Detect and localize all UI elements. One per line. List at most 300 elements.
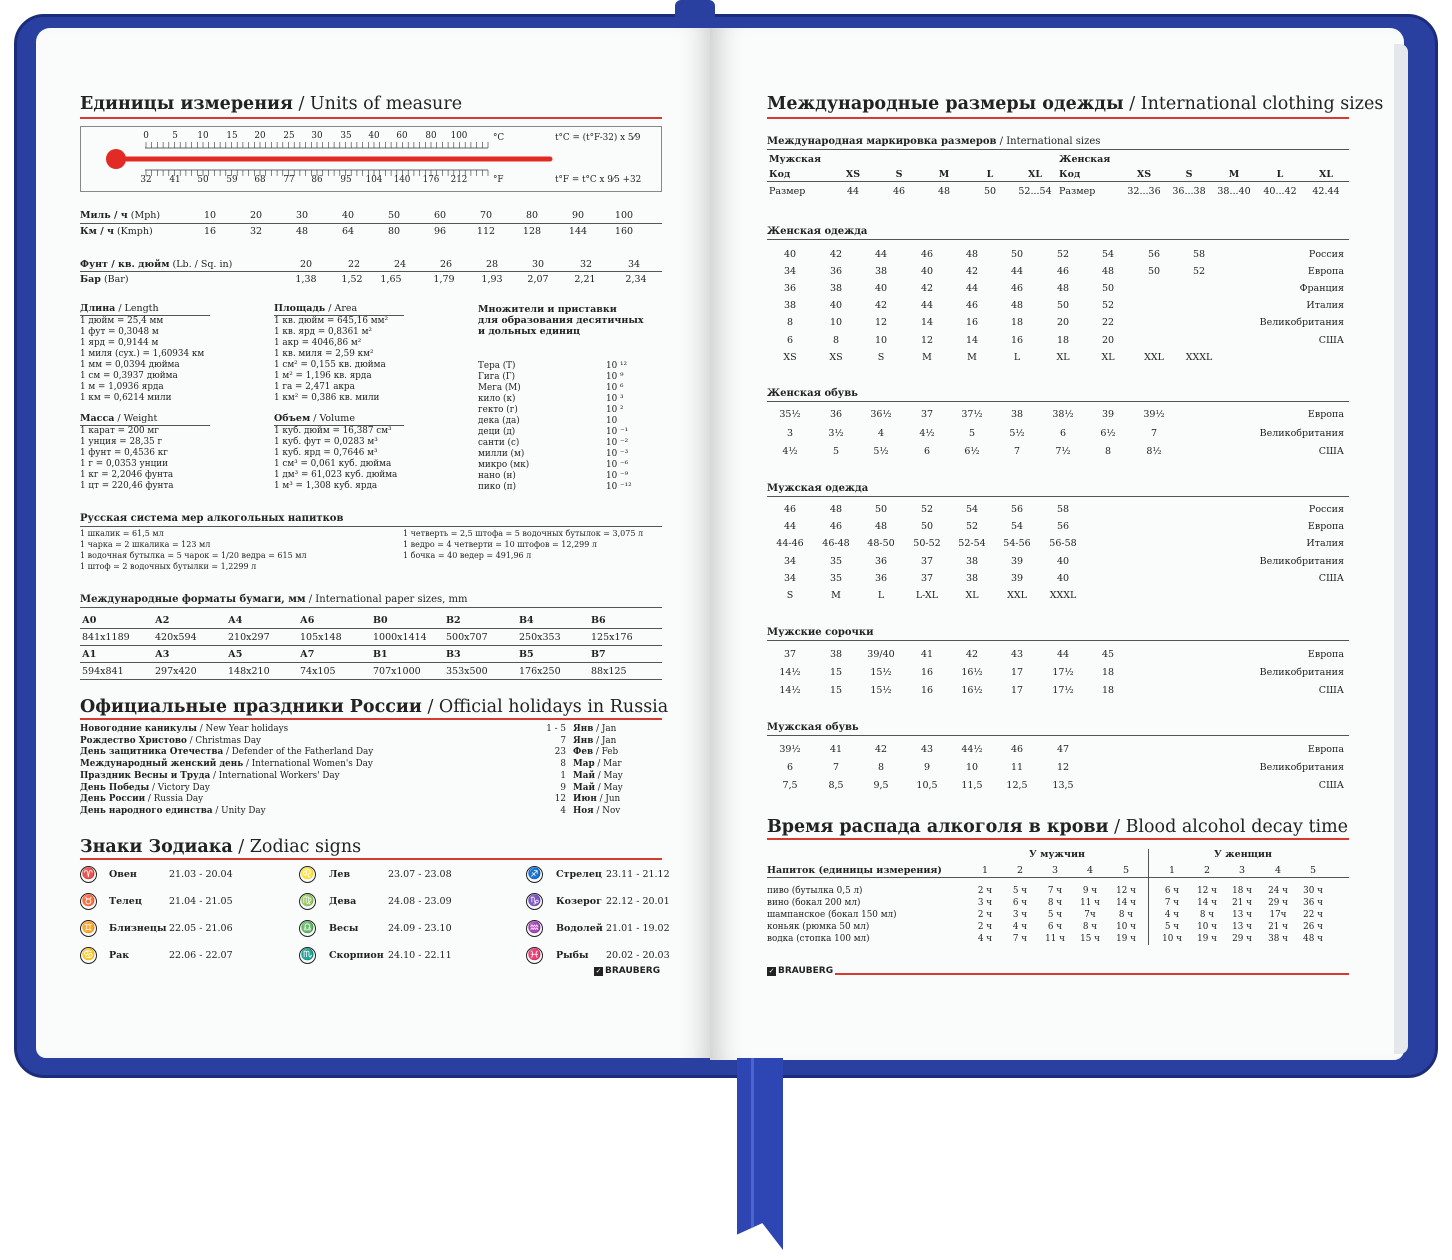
size-value: 8 — [1104, 446, 1112, 457]
prefix-name: пико (п) — [478, 482, 517, 492]
country-label: Италия — [1306, 538, 1344, 550]
size-value: 52 — [1101, 300, 1115, 312]
column-number: 3 — [1051, 865, 1059, 876]
women-hours: 29 ч — [1268, 898, 1288, 908]
size-value: 40 — [783, 249, 797, 260]
size-value: 8 — [786, 317, 794, 329]
size-value: 16 — [1010, 334, 1024, 346]
size-value: 4½ — [919, 427, 935, 439]
celsius-unit: °C — [493, 133, 505, 143]
holiday-month — [573, 771, 623, 782]
size-value: 16 — [920, 667, 934, 678]
zodiac-dates: 21.03 - 20.04 — [169, 869, 233, 880]
size-value: 6½ — [1100, 427, 1116, 439]
celsius-tick-label: 60 — [396, 131, 408, 141]
size-value: 10 — [874, 334, 888, 346]
size-value: 39/40 — [867, 649, 895, 660]
red-rule — [767, 117, 1349, 119]
country-label: Европа — [1307, 649, 1344, 660]
zodiac-2-icon: ♉ — [80, 893, 97, 910]
country-label: Россия — [1308, 504, 1344, 515]
zodiac-name: Весы — [329, 923, 359, 934]
alcohol-title-en: / Blood alcohol decay time — [1108, 817, 1349, 837]
month-en: / Jun — [596, 794, 621, 805]
holiday-day: 1 — [560, 770, 566, 781]
celsius-tick-label: 0 — [143, 131, 149, 141]
size-value: 35½ — [779, 409, 801, 420]
size-value: 36 — [783, 283, 797, 295]
women-hours: 13 ч — [1232, 910, 1252, 920]
holiday-row — [80, 736, 261, 747]
size-value: 44-46 — [776, 538, 804, 550]
area-item: 1 см² = 0,155 кв. дюйма — [274, 360, 386, 370]
mass-item: 1 г = 0,0353 унции — [80, 459, 168, 469]
size-value: L — [877, 590, 885, 601]
prefix-value: 10 ³ — [606, 394, 624, 404]
size-value: 56 — [1147, 249, 1161, 260]
area-item: 1 кв. ярд = 0,8361 м² — [274, 327, 372, 337]
size-value: 7 — [832, 762, 840, 773]
bar-value: 1,38 — [295, 274, 317, 285]
size-value: 5 — [968, 427, 976, 439]
mph-label-en: (Mph) — [127, 210, 161, 221]
men-hours: 2 ч — [977, 922, 993, 932]
volume-item: 1 куб. дюйм = 16,387 см³ — [274, 426, 392, 436]
month-en: / Jan — [593, 735, 617, 746]
psi-label-ru: Фунт / кв. дюйм — [80, 259, 170, 270]
paper-format-size: 420x594 — [155, 632, 197, 643]
size-value: 34 — [783, 266, 797, 278]
zodiac-dates: 22.06 - 22.07 — [169, 950, 233, 961]
celsius-tick-label: 20 — [254, 131, 266, 141]
women-size: 32...36 — [1127, 186, 1161, 197]
prefix-value: 10 ⁻⁶ — [606, 460, 629, 470]
holiday-name-en: / International Women's Day — [243, 759, 373, 770]
paper-format-name: В3 — [446, 649, 461, 660]
women-size: 38...40 — [1217, 186, 1251, 197]
women-hours: 36 ч — [1303, 898, 1323, 908]
size-value: 43 — [1010, 649, 1024, 660]
mph-value: 60 — [433, 210, 447, 221]
men-hours: 8 ч — [1082, 922, 1098, 932]
paper-format-name: В6 — [591, 615, 606, 626]
paper-format-size: 500x707 — [446, 632, 488, 643]
size-value: 41 — [920, 649, 934, 660]
formula-fahrenheit: t°F = t°C x 9⁄5 +32 — [555, 175, 642, 185]
size-value: 18 — [1056, 334, 1070, 346]
size-value: 47 — [1056, 744, 1070, 755]
zodiac-1-icon: ♈ — [80, 866, 97, 883]
kmh-value: 96 — [433, 226, 447, 237]
paper-format-size: 250x353 — [519, 632, 561, 643]
zodiac-4-icon: ♋ — [80, 947, 97, 964]
prefix-value: 10 ⁶ — [606, 383, 624, 393]
prefix-value: 10 ² — [606, 405, 624, 415]
measure-item: 1 штоф = 2 водочных бутылки = 1,2299 л — [80, 562, 257, 571]
drink-name: вино (бокал 200 мл) — [767, 898, 861, 908]
size-value: 7 — [1150, 427, 1158, 439]
size-value: 12 — [1056, 762, 1070, 773]
paper-format-size: 707x1000 — [373, 666, 421, 677]
paper-format-name: В4 — [519, 615, 534, 626]
zodiac-title-ru: Знаки Зодиака — [80, 837, 233, 857]
women-size: 36...38 — [1172, 186, 1206, 197]
fahrenheit-tick-label: 41 — [169, 175, 181, 185]
column-number: 3 — [1238, 865, 1246, 876]
mph-value: 80 — [525, 210, 539, 221]
holiday-day: 7 — [560, 735, 566, 746]
zodiac-12-icon: ♓ — [526, 947, 543, 964]
units-title-en: / Units of measure — [292, 94, 463, 114]
holiday-month — [573, 806, 620, 817]
size-value: 40 — [1056, 555, 1070, 567]
men-hours: 11 ч — [1080, 898, 1100, 908]
prefixes-title: для образования десятичных — [478, 315, 644, 326]
holiday-day: 1 - 5 — [546, 724, 566, 734]
women-hours: 29 ч — [1232, 934, 1252, 944]
holiday-name-en: / Defender of the Fatherland Day — [223, 747, 374, 758]
men-hours: 3 ч — [1012, 910, 1028, 920]
psi-value: 34 — [627, 259, 641, 270]
red-rule — [80, 117, 662, 119]
volume-item: 1 дм³ = 61,023 куб. дюйма — [274, 470, 398, 480]
men-hours: 4 ч — [1012, 922, 1028, 932]
men-hours: 2 ч — [977, 910, 993, 920]
brand-name: BRAUBERG — [605, 966, 661, 976]
kmh-value: 64 — [341, 226, 355, 237]
mass-item: 1 унция = 28,35 г — [80, 437, 163, 447]
zodiac-dates: 21.04 - 21.05 — [169, 896, 233, 907]
size-value: 52 — [965, 521, 979, 533]
men-hours: 15 ч — [1080, 934, 1100, 944]
bar-label — [80, 274, 129, 285]
size-value: 36½ — [870, 409, 892, 420]
women-hours: 13 ч — [1232, 922, 1252, 932]
column-number: 4 — [1086, 865, 1094, 876]
month-ru: Май — [573, 782, 595, 793]
mph-value: 90 — [571, 210, 585, 221]
country-label: Великобритания — [1259, 555, 1344, 567]
women-hours: 48 ч — [1303, 934, 1323, 944]
area-item: 1 акр = 4046,86 м² — [274, 338, 362, 348]
paper-format-size: 210x297 — [228, 632, 270, 643]
women-hours: 22 ч — [1303, 910, 1323, 920]
fahrenheit-tick-label: 77 — [283, 175, 295, 185]
measure-item: 1 четверть = 2,5 штофа = 5 водочных бутылок = 3,075 л — [403, 529, 644, 538]
paper-format-size: 297x420 — [155, 666, 197, 677]
size-value: 34 — [783, 555, 797, 567]
size-value: 7,5 — [782, 780, 798, 791]
size-value: 14 — [965, 334, 979, 346]
holiday-day: 8 — [560, 759, 566, 770]
size-value: 50-52 — [913, 538, 941, 550]
zodiac-8-icon: ♏ — [299, 947, 316, 964]
size-value: 39½ — [779, 744, 801, 755]
size-value: 48 — [965, 249, 979, 260]
paper-title-ru: Международные форматы бумаги, мм — [80, 594, 306, 605]
month-en: / May — [594, 770, 623, 781]
prefix-value: 10 ¹² — [606, 361, 628, 371]
paper-format-name: А5 — [228, 649, 243, 660]
men-hours: 4 ч — [977, 934, 993, 944]
paper-format-name: А4 — [228, 615, 243, 626]
holiday-row — [80, 806, 266, 817]
zodiac-name: Близнецы — [109, 923, 167, 934]
size-value: 12 — [920, 334, 934, 346]
bar-value: 1,65 — [380, 274, 402, 285]
women-hours: 7 ч — [1164, 898, 1180, 908]
intl-title-ru: Международная маркировка размеров — [767, 136, 997, 147]
men-label: Мужская — [769, 154, 822, 165]
length-item: 1 ярд = 0,9144 м — [80, 338, 159, 348]
size-value: 46 — [965, 300, 979, 312]
measure-item: 1 бочка = 40 ведер = 491,96 л — [403, 551, 532, 560]
men-hours: 11 ч — [1045, 934, 1065, 944]
women-hours: 8 ч — [1199, 910, 1215, 920]
size-value: 43 — [920, 744, 934, 755]
size-value: 18 — [1101, 667, 1115, 678]
women-hours: 14 ч — [1197, 898, 1217, 908]
psi-value: 28 — [485, 259, 499, 270]
mph-value: 20 — [249, 210, 263, 221]
size-value: 37 — [783, 649, 797, 660]
holidays-title-ru: Официальные праздники России — [80, 697, 422, 717]
zodiac-name: Дева — [329, 896, 357, 907]
prefix-name: Мега (М) — [478, 383, 521, 393]
men-hours: 5 ч — [1012, 886, 1028, 896]
men-size: 52...54 — [1018, 186, 1052, 197]
women-clothing-title: Женская одежда — [767, 226, 868, 237]
size-value: 15½ — [870, 667, 892, 678]
size-value: 38 — [965, 572, 979, 584]
size-value: 6 — [923, 446, 931, 457]
psi-value: 22 — [347, 259, 361, 270]
size-value: 11,5 — [961, 780, 983, 791]
zodiac-name: Козерог — [556, 896, 602, 907]
rule — [80, 607, 662, 608]
men-hours: 5 ч — [1047, 910, 1063, 920]
celsius-tick-label: 15 — [226, 131, 238, 141]
rule — [767, 877, 1349, 878]
men-hours: 7 ч — [1012, 934, 1028, 944]
drink-name: пиво (бутылка 0,5 л) — [767, 886, 863, 896]
zodiac-name: Телец — [109, 896, 142, 907]
size-value: 7½ — [1055, 446, 1071, 457]
men-hours: 9 ч — [1082, 886, 1098, 896]
prefix-name: Гига (Г) — [478, 372, 516, 382]
size-value: 36 — [829, 409, 843, 420]
holiday-day: 4 — [560, 805, 566, 816]
code-label: Код — [1059, 169, 1081, 180]
bar-value: 1,93 — [481, 274, 503, 285]
drink-name: коньяк (рюмка 50 мл) — [767, 922, 870, 932]
holiday-name-en: / Unity Day — [212, 805, 266, 816]
holiday-day: 12 — [554, 794, 566, 805]
fahrenheit-tick-label: 95 — [340, 175, 352, 185]
paper-format-size: 125x176 — [591, 632, 633, 643]
zodiac-dates: 20.02 - 20.03 — [606, 950, 670, 961]
country-label: Европа — [1307, 521, 1344, 533]
size-value: 42 — [874, 744, 888, 755]
zodiac-name: Рак — [109, 950, 130, 961]
zodiac-dates: 24.10 - 22.11 — [388, 950, 452, 961]
size-value: 10 — [965, 762, 979, 773]
women-hours: 18 ч — [1232, 886, 1252, 896]
country-label: Великобритания — [1259, 427, 1344, 439]
prefix-value: 10 ⁻¹ — [606, 427, 629, 437]
kmh-label-en: (Kmph) — [113, 226, 153, 237]
sizes-title — [767, 94, 1383, 114]
brand-logo-left — [594, 966, 660, 976]
prefix-value: 10 ⁻² — [606, 438, 629, 448]
holiday-row — [80, 747, 373, 758]
alcohol-measures-title: Русская система мер алкогольных напитков — [80, 513, 344, 524]
volume-item: 1 куб. ярд = 0,7646 м³ — [274, 448, 378, 458]
rule — [80, 223, 662, 224]
mass-title-ru: Масса — [80, 413, 115, 424]
men-shoes-title: Мужская обувь — [767, 722, 859, 733]
prefix-value: 10 ⁻⁹ — [606, 471, 629, 481]
size-value: 38 — [829, 283, 843, 295]
holiday-row — [80, 724, 288, 735]
fahrenheit-tick-label: 32 — [140, 175, 152, 185]
column-number: 2 — [1016, 865, 1024, 876]
length-item: 1 м = 1,0936 ярда — [80, 382, 164, 392]
zodiac-name: Рыбы — [556, 950, 589, 961]
size-value: 46 — [783, 504, 797, 515]
zodiac-dates: 22.05 - 21.06 — [169, 923, 233, 934]
prefix-value: 10 ⁹ — [606, 372, 624, 382]
size-value: XXL — [1007, 590, 1027, 601]
zodiac-10-icon: ♑ — [526, 893, 543, 910]
size-value: 40 — [920, 266, 934, 278]
men-hours: 6 ч — [1047, 922, 1063, 932]
zodiac-dates: 23.11 - 21.12 — [606, 869, 670, 880]
size-value: M — [922, 351, 932, 363]
country-label: США — [1318, 572, 1344, 584]
size-value: 15 — [829, 667, 843, 678]
zodiac-dates: 23.07 - 23.08 — [388, 869, 452, 880]
kmh-label-ru: Км / ч — [80, 226, 114, 237]
logo-mark-icon: ✓ — [768, 967, 775, 975]
size-value: 48-50 — [867, 538, 895, 550]
column-number: 4 — [1274, 865, 1282, 876]
celsius-tick-label: 80 — [425, 131, 437, 141]
men-size: 44 — [846, 186, 860, 197]
mph-label-ru: Миль / ч — [80, 210, 128, 221]
holiday-name-en: / Victory Day — [149, 782, 210, 793]
size-value: 54 — [965, 504, 979, 515]
psi-label — [80, 259, 232, 270]
mph-value: 30 — [295, 210, 309, 221]
paper-format-name: А1 — [82, 649, 97, 660]
size-value: 34 — [783, 572, 797, 584]
rule — [80, 662, 662, 663]
holiday-month — [573, 724, 616, 735]
size-value: 39 — [1010, 555, 1024, 567]
size-label: Размер — [1059, 186, 1096, 197]
zodiac-dates: 21.01 - 19.02 — [606, 923, 670, 934]
measure-item: 1 шкалик = 61,5 мл — [80, 529, 164, 538]
women-shoes-title: Женская обувь — [767, 388, 858, 399]
holiday-row — [80, 759, 373, 770]
country-label: Италия — [1306, 300, 1344, 312]
zodiac-name: Скорпион — [329, 950, 384, 961]
holiday-name-en: / New Year holidays — [196, 724, 289, 734]
size-value: 41 — [829, 744, 843, 755]
paper-format-size: 88x125 — [591, 666, 627, 677]
size-value: 42 — [874, 300, 888, 312]
fahrenheit-unit: °F — [493, 175, 504, 185]
paper-format-size: 841x1189 — [82, 632, 130, 643]
length-title-en: / Length — [115, 303, 159, 314]
drink-name: шампанское (бокал 150 мл) — [767, 910, 897, 920]
volume-title — [274, 413, 355, 424]
size-value: 50 — [1101, 283, 1115, 295]
size-value: 39 — [1101, 409, 1115, 420]
zodiac-3-icon: ♊ — [80, 920, 97, 937]
women-hours: 10 ч — [1162, 934, 1182, 944]
size-value: 14½ — [779, 667, 801, 678]
holiday-name: День защитника Отечества — [80, 747, 224, 758]
men-shirts-title: Мужские сорочки — [767, 627, 874, 638]
size-value: 5½ — [873, 446, 889, 457]
holiday-name: День народного единства — [80, 805, 213, 816]
fahrenheit-tick-label: 86 — [311, 175, 323, 185]
zodiac-title-en: / Zodiac signs — [232, 837, 362, 857]
prefix-value: 10 ⁻¹² — [606, 482, 632, 492]
country-label: Великобритания — [1259, 317, 1344, 329]
fahrenheit-tick-label: 50 — [197, 175, 209, 185]
size-value: 42 — [965, 649, 979, 660]
size-value: 8,5 — [828, 780, 844, 791]
women-hours: 19 ч — [1197, 934, 1217, 944]
men-hours: 2 ч — [977, 886, 993, 896]
size-value: L-XL — [915, 590, 939, 601]
size-value: 48 — [1056, 283, 1070, 295]
mass-title-en: / Weight — [114, 413, 158, 424]
men-hours: 8 ч — [1047, 898, 1063, 908]
men-hours: 10 ч — [1116, 922, 1136, 932]
size-value: 38½ — [1052, 409, 1074, 420]
size-value: 16 — [965, 317, 979, 329]
paper-title — [80, 594, 467, 605]
women-hours: 30 ч — [1303, 886, 1323, 896]
size-value: 58 — [1192, 249, 1206, 260]
celsius-tick-label: 40 — [368, 131, 380, 141]
size-value: 18 — [1010, 317, 1024, 329]
mass-item: 1 кг = 2,2046 фунта — [80, 470, 174, 480]
size-value: 20 — [1056, 317, 1070, 329]
size-value: 37 — [920, 572, 934, 584]
zodiac-name: Лев — [329, 869, 351, 880]
mph-value: 10 — [203, 210, 217, 221]
prefix-value: 10 ⁻³ — [606, 449, 629, 459]
prefixes-title: Множители и приставки — [478, 304, 617, 315]
size-value: 46 — [920, 249, 934, 260]
women-code: XL — [1318, 169, 1334, 180]
psi-value: 26 — [439, 259, 453, 270]
kmh-value: 48 — [295, 226, 309, 237]
holiday-name: Рождество Христово — [80, 735, 187, 746]
size-value: 37 — [920, 555, 934, 567]
country-label: США — [1318, 446, 1344, 457]
size-value: 14½ — [779, 685, 801, 696]
sizes-title-en: / International clothing sizes — [1123, 94, 1384, 114]
size-value: 37½ — [961, 409, 983, 420]
kmh-value: 16 — [203, 226, 217, 237]
size-value: 17 — [1010, 685, 1024, 696]
